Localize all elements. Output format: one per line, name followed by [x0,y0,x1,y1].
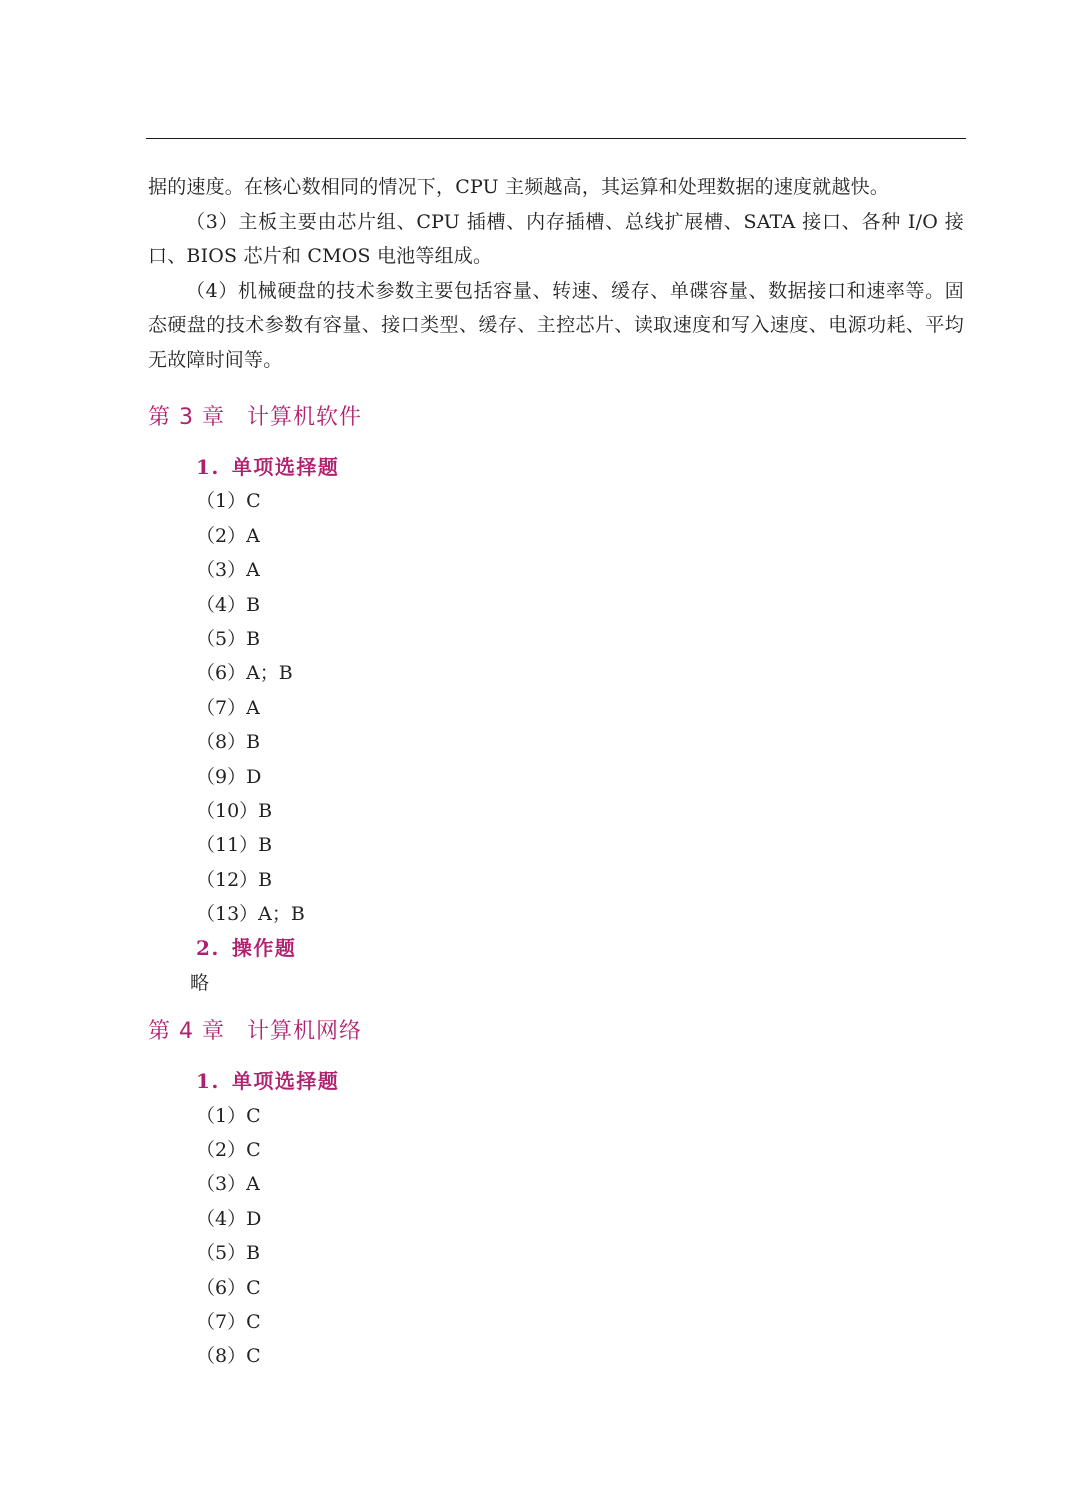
answer-item: （2）A [196,524,260,547]
section-title: 操作题 [231,936,297,961]
chapter-4-heading [148,1015,964,1049]
answer-item: （3）A [196,559,260,582]
header-rule [146,138,966,139]
chapter-3-answer-list [148,484,964,931]
section-number: 1. [196,455,220,479]
answer-item: （11）B [196,834,273,857]
answer-item: （7）A [196,696,260,719]
section-2-content: 略 [190,971,210,994]
intro-paragraph-3: （4）机械硬盘的技术参数主要包括容量、转速、缓存、单碟容量、数据接口和速率等。固态硬盘的技术参数有容量、接口类型、缓存、主控芯片、读取速度和写入速度、电源功耗、平均无故障时间等。 [148,279,964,371]
intro-paragraph-2: （3）主板主要由芯片组、CPU 插槽、内存插槽、总线扩展槽、SATA 接口、各种 I/O 接口、BIOS 芯片和 CMOS 电池等组成。 [148,210,964,267]
answer-item: （13）A；B [196,903,305,926]
answer-item: （9）D [196,765,262,788]
chapter-3-heading [148,401,964,435]
answer-item: （8）C [196,1345,261,1368]
answer-item: （1）C [196,490,261,513]
answer-item: （4）D [196,1207,262,1230]
section-number: 1. [196,1069,220,1094]
answer-item: （5）B [196,1242,261,1265]
section-title: 单项选择题 [231,1069,340,1094]
answer-item: （3）A [196,1173,260,1196]
intro-paragraph-1: 据的速度。在核心数相同的情况下，CPU 主频越高，其运算和处理数据的速度就越快。 [148,176,890,198]
chapter-3-number: 第 3 章 [148,405,225,430]
chapter-3-title: 计算机软件 [246,405,362,430]
answer-item: （5）B [196,627,261,650]
answer-item: （7）C [196,1310,261,1333]
answer-item: （6）A；B [196,662,293,685]
chapter-4-title: 计算机网络 [246,1019,362,1045]
chapter-4-section-1 [148,1064,964,1098]
answer-item: （1）C [196,1104,261,1127]
chapter-4-answer-list [148,1099,964,1374]
page-content [148,170,964,1374]
answer-item: （4）B [196,593,261,616]
answer-item: （10）B [196,799,273,822]
answer-item: （6）C [196,1276,261,1299]
section-number: 2. [196,936,220,961]
chapter-4-number: 第 4 章 [148,1019,225,1045]
answer-item: （12）B [196,868,273,891]
answer-item: （8）B [196,731,261,754]
chapter-3-section-1 [148,450,964,484]
section-title: 单项选择题 [231,455,340,479]
answer-item: （2）C [196,1139,261,1162]
chapter-3-section-2 [148,931,964,965]
